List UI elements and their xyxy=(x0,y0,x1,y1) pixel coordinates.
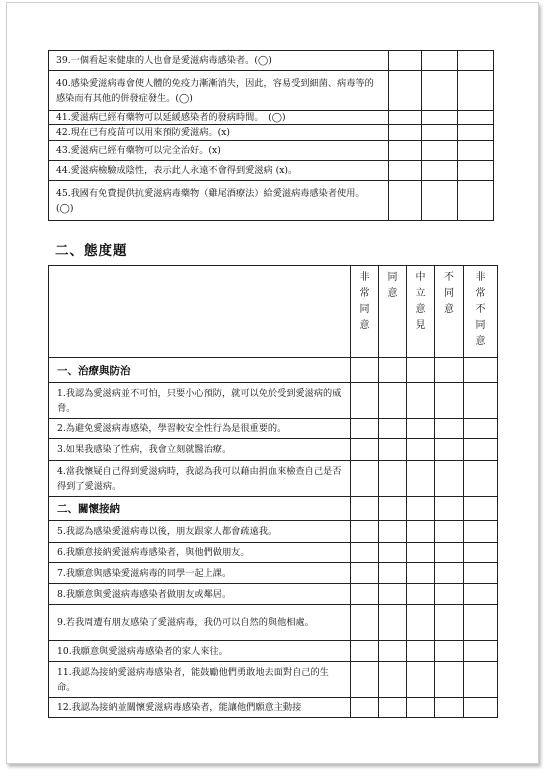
rating-cell[interactable] xyxy=(351,662,379,698)
rating-cell[interactable] xyxy=(464,383,498,419)
attitude-question-10: 10.我願意與愛滋病毒感染者的家人來往。 xyxy=(49,641,351,662)
attitude-question-3: 3.如果我感染了性病，我會立刻就醫治療。 xyxy=(49,439,351,461)
answer-cell[interactable] xyxy=(422,51,458,71)
rating-cell[interactable] xyxy=(464,439,498,461)
table-row xyxy=(49,419,498,439)
question-45: 45.我國有免費提供抗愛滋病毒藥物（雞尾酒療法）給愛滋病毒感染者使用。(◯) xyxy=(49,181,389,221)
rating-cell[interactable] xyxy=(464,461,498,497)
question-39: 39.一個看起來健康的人也會是愛滋病毒感染者。(◯) xyxy=(49,51,389,71)
answer-cell[interactable] xyxy=(422,181,458,221)
answer-cell[interactable] xyxy=(422,71,458,111)
table-row xyxy=(49,698,498,718)
rating-cell[interactable] xyxy=(407,439,435,461)
knowledge-table xyxy=(48,50,494,221)
rating-cell[interactable] xyxy=(351,698,379,718)
table-row xyxy=(49,584,498,605)
rating-cell[interactable] xyxy=(379,461,407,497)
header-strongly-agree: 非常同意 xyxy=(351,266,379,358)
answer-cell[interactable] xyxy=(458,71,494,111)
answer-cell[interactable] xyxy=(422,125,458,141)
rating-cell[interactable] xyxy=(464,698,498,718)
blank-cell xyxy=(464,358,498,383)
header-disagree: 不同意 xyxy=(435,266,464,358)
rating-cell[interactable] xyxy=(379,584,407,605)
answer-cell[interactable] xyxy=(458,125,494,141)
blank-cell xyxy=(351,497,379,521)
rating-cell[interactable] xyxy=(379,662,407,698)
question-41: 41.愛滋病已經有藥物可以延緩感染者的發病時間。 (◯) xyxy=(49,111,389,125)
answer-cell[interactable] xyxy=(389,181,422,221)
rating-cell[interactable] xyxy=(435,521,464,543)
rating-cell[interactable] xyxy=(435,641,464,662)
rating-cell[interactable] xyxy=(435,383,464,419)
table-row xyxy=(49,439,498,461)
rating-cell[interactable] xyxy=(407,563,435,584)
blank-cell xyxy=(435,497,464,521)
rating-cell[interactable] xyxy=(464,521,498,543)
rating-cell[interactable] xyxy=(435,543,464,563)
table-row xyxy=(49,181,494,221)
document-page xyxy=(6,2,539,764)
rating-cell[interactable] xyxy=(379,641,407,662)
rating-cell[interactable] xyxy=(407,698,435,718)
rating-cell[interactable] xyxy=(407,419,435,439)
question-43: 43.愛滋病已經有藥物可以完全治好。(x) xyxy=(49,141,389,161)
header-strongly-disagree: 非常不同意 xyxy=(464,266,498,358)
answer-cell[interactable] xyxy=(422,111,458,125)
answer-cell[interactable] xyxy=(458,161,494,181)
header-neutral: 中立意見 xyxy=(407,266,435,358)
attitude-question-4: 4.當我懷疑自己得到愛滋病時，我認為我可以藉由捐血來檢查自己是否得到了愛滋病。 xyxy=(49,461,351,497)
rating-cell[interactable] xyxy=(435,439,464,461)
header-row xyxy=(49,266,498,358)
rating-cell[interactable] xyxy=(379,521,407,543)
blank-cell xyxy=(435,358,464,383)
rating-cell[interactable] xyxy=(351,419,379,439)
rating-cell[interactable] xyxy=(435,698,464,718)
answer-cell[interactable] xyxy=(389,125,422,141)
rating-cell[interactable] xyxy=(464,584,498,605)
table-row xyxy=(49,125,494,141)
attitude-table xyxy=(48,265,498,718)
category-treatment: 一、治療與防治 xyxy=(49,358,351,383)
rating-cell[interactable] xyxy=(351,461,379,497)
rating-cell[interactable] xyxy=(464,563,498,584)
rating-cell[interactable] xyxy=(351,641,379,662)
table-row xyxy=(49,111,494,125)
rating-cell[interactable] xyxy=(407,383,435,419)
header-agree: 同意 xyxy=(379,266,407,358)
rating-cell[interactable] xyxy=(351,605,379,641)
table-row xyxy=(49,141,494,161)
table-row xyxy=(49,521,498,543)
rating-cell[interactable] xyxy=(379,419,407,439)
answer-cell[interactable] xyxy=(389,71,422,111)
rating-cell[interactable] xyxy=(407,605,435,641)
rating-cell[interactable] xyxy=(435,584,464,605)
table-row xyxy=(49,605,498,641)
category-care: 二、關懷接納 xyxy=(49,497,351,521)
rating-cell[interactable] xyxy=(379,543,407,563)
blank-cell xyxy=(351,358,379,383)
blank-cell xyxy=(379,358,407,383)
attitude-question-11: 11.我認為接納愛滋病毒感染者，能鼓勵他們勇敢地去面對自己的生命。 xyxy=(49,662,351,698)
attitude-question-5: 5.我認為感染愛滋病毒以後，朋友跟家人都會疏遠我。 xyxy=(49,521,351,543)
table-row xyxy=(49,51,494,71)
rating-cell[interactable] xyxy=(379,698,407,718)
table-row xyxy=(49,383,498,419)
table-row xyxy=(49,543,498,563)
attitude-question-2: 2.為避免愛滋病毒感染，學習較安全性行為是很重要的。 xyxy=(49,419,351,439)
answer-cell[interactable] xyxy=(458,181,494,221)
answer-cell[interactable] xyxy=(458,141,494,161)
rating-cell[interactable] xyxy=(464,662,498,698)
answer-cell[interactable] xyxy=(389,141,422,161)
blank-cell xyxy=(407,497,435,521)
attitude-question-1: 1.我認為愛滋病並不可怕，只要小心預防，就可以免於受到愛滋病的威脅。 xyxy=(49,383,351,419)
rating-cell[interactable] xyxy=(407,461,435,497)
attitude-question-8: 8.我願意與愛滋病毒感染者做朋友或鄰居。 xyxy=(49,584,351,605)
rating-cell[interactable] xyxy=(379,605,407,641)
table-row xyxy=(49,71,494,111)
answer-cell[interactable] xyxy=(458,51,494,71)
rating-cell[interactable] xyxy=(351,383,379,419)
rating-cell[interactable] xyxy=(351,439,379,461)
rating-cell[interactable] xyxy=(464,605,498,641)
attitude-question-6: 6.我願意接納愛滋病毒感染者，與他們做朋友。 xyxy=(49,543,351,563)
category-row xyxy=(49,497,498,521)
answer-cell[interactable] xyxy=(422,161,458,181)
rating-cell[interactable] xyxy=(351,584,379,605)
section-title: 二、態度題 xyxy=(55,243,128,259)
table-row xyxy=(49,461,498,497)
rating-cell[interactable] xyxy=(379,439,407,461)
rating-cell[interactable] xyxy=(407,521,435,543)
rating-cell[interactable] xyxy=(464,543,498,563)
answer-cell[interactable] xyxy=(389,51,422,71)
blank-cell xyxy=(407,358,435,383)
rating-cell[interactable] xyxy=(435,419,464,439)
rating-cell[interactable] xyxy=(379,563,407,584)
rating-cell[interactable] xyxy=(435,461,464,497)
table-row xyxy=(49,662,498,698)
blank-cell xyxy=(464,497,498,521)
rating-cell[interactable] xyxy=(407,543,435,563)
rating-cell[interactable] xyxy=(435,605,464,641)
answer-cell[interactable] xyxy=(422,141,458,161)
category-row xyxy=(49,358,498,383)
rating-cell[interactable] xyxy=(407,662,435,698)
rating-cell[interactable] xyxy=(435,662,464,698)
rating-cell[interactable] xyxy=(464,641,498,662)
rating-cell[interactable] xyxy=(351,563,379,584)
answer-cell[interactable] xyxy=(389,161,422,181)
rating-cell[interactable] xyxy=(351,543,379,563)
table-row xyxy=(49,563,498,584)
attitude-question-12: 12.我認為接納並關懷愛滋病毒感染者，能讓他們願意主動接 xyxy=(49,698,351,718)
blank-cell xyxy=(379,497,407,521)
question-40: 40.感染愛滋病毒會使人體的免疫力漸漸消失，因此，容易受到細菌、病毒等的感染而有其他的併發症發生。(◯) xyxy=(49,71,389,111)
rating-cell[interactable] xyxy=(407,584,435,605)
rating-cell[interactable] xyxy=(351,521,379,543)
table-row xyxy=(49,161,494,181)
attitude-question-9: 9.若我周遭有朋友感染了愛滋病毒，我仍可以自然的與他相處。 xyxy=(49,605,351,641)
rating-cell[interactable] xyxy=(407,641,435,662)
rating-cell[interactable] xyxy=(435,563,464,584)
question-42: 42.現在已有疫苗可以用來預防愛滋病。(x) xyxy=(49,125,389,141)
answer-cell[interactable] xyxy=(389,111,422,125)
question-44: 44.愛滋病檢驗成陰性，表示此人永遠不會得到愛滋病 (x)。 xyxy=(49,161,389,181)
rating-cell[interactable] xyxy=(379,383,407,419)
attitude-question-7: 7.我願意與感染愛滋病毒的同學一起上課。 xyxy=(49,563,351,584)
header-blank xyxy=(49,266,351,358)
table-row xyxy=(49,641,498,662)
rating-cell[interactable] xyxy=(464,419,498,439)
answer-cell[interactable] xyxy=(458,111,494,125)
